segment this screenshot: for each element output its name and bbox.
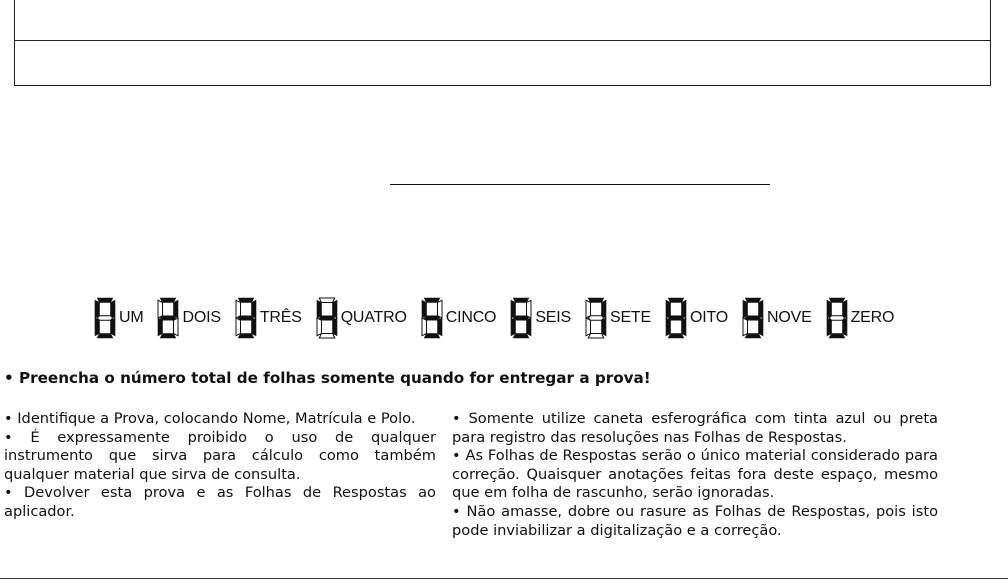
segment-f-on	[511, 300, 516, 318]
segment-d-on	[668, 334, 684, 339]
segment-f-off	[586, 300, 591, 318]
segment-g-on	[668, 316, 684, 321]
segment-e-off	[236, 318, 241, 336]
segment-f-on	[743, 300, 748, 318]
segment-c-on	[842, 318, 847, 336]
segment-a-on	[424, 298, 440, 303]
instruction-item: • Identifique a Prova, colocando Nome, Matrícula e Polo.	[4, 410, 416, 427]
segment-b-on	[842, 300, 847, 318]
segment-g-on	[238, 316, 254, 321]
digit-legend-item	[316, 297, 407, 339]
segment-a-on	[238, 298, 254, 303]
digit-legend-item	[157, 297, 220, 339]
segment-b-on	[681, 300, 686, 318]
digit-word: NOVE	[767, 309, 812, 326]
digit-word: SETE	[609, 309, 651, 326]
digit-legend-item	[421, 297, 497, 339]
segment-a-on	[97, 298, 113, 303]
segment-b-off	[527, 300, 532, 318]
segment-b-on	[174, 300, 179, 318]
segment-f-on	[422, 300, 427, 318]
segment-a-on	[514, 298, 530, 303]
instruction-item: • As Folhas de Respostas serão o único material considerado para correção. Quaisquer anotações feitas fora deste espaço, mesmo que em folha de rascunho, serão ignoradas.	[452, 447, 938, 502]
segment-a-on	[668, 298, 684, 303]
segment-f-off	[236, 300, 241, 318]
segment-e-off	[422, 318, 427, 336]
digit-legend-item	[585, 297, 651, 339]
segment-e-on	[95, 318, 100, 336]
seven-segment-digit-4-icon	[316, 297, 338, 339]
segment-d-on	[97, 334, 113, 339]
segment-a-off	[319, 298, 335, 303]
digit-legend-item	[742, 297, 812, 339]
digit-legend-item	[826, 297, 895, 339]
segment-g-on	[319, 316, 335, 321]
seven-segment-digit-0-icon	[826, 297, 848, 339]
segment-c-off	[174, 318, 179, 336]
segment-d-on	[161, 334, 177, 339]
segment-a-on	[588, 298, 604, 303]
segment-b-on	[332, 300, 337, 318]
segment-e-on	[666, 318, 671, 336]
segment-g-on	[161, 316, 177, 321]
instruction-item: • Não amasse, dobre ou rasure as Folhas de Respostas, pois isto pode inviabilizar a digitalização e a correção.	[452, 502, 938, 539]
segment-d-on	[424, 334, 440, 339]
segment-g-on	[745, 316, 761, 321]
segment-d-off	[588, 334, 604, 339]
segment-c-on	[527, 318, 532, 336]
seven-segment-digit-8-icon	[665, 297, 687, 339]
segment-e-on	[827, 318, 832, 336]
segment-b-on	[251, 300, 256, 318]
segment-d-on	[238, 334, 254, 339]
seven-segment-digit-7-icon	[585, 297, 607, 339]
instruction-item: • É expressamente proibido o uso de qualquer instrumento que sirva para cálculo como também qualquer material que sirva de consulta.	[4, 428, 436, 483]
bottom-rule	[0, 578, 1008, 579]
segment-d-on	[829, 334, 845, 339]
segment-f-on	[95, 300, 100, 318]
instructions-right-column	[452, 410, 938, 540]
segment-g-on	[514, 316, 530, 321]
digit-legend-item	[235, 297, 302, 339]
digit-word: UM	[119, 309, 144, 326]
segment-e-on	[158, 318, 163, 336]
segment-g-off	[97, 316, 113, 321]
digit-word: OITO	[689, 309, 729, 326]
segment-g-on	[424, 316, 440, 321]
segment-f-on	[827, 300, 832, 318]
seven-segment-digit-0-icon	[94, 297, 116, 339]
segment-c-on	[759, 318, 764, 336]
segment-e-on	[511, 318, 516, 336]
seven-segment-digit-2-icon	[157, 297, 179, 339]
digit-word: CINCO	[445, 309, 497, 326]
segment-a-on	[161, 298, 177, 303]
segment-c-on	[437, 318, 442, 336]
digit-word: SEIS	[535, 309, 571, 326]
notice-text: • Preencha o número total de folhas somente quando for entregar a prova!	[4, 369, 651, 387]
header-box	[14, 0, 991, 86]
seven-segment-digit-9-icon	[742, 297, 764, 339]
segment-g-off	[829, 316, 845, 321]
instructions-left-column	[4, 410, 436, 522]
segment-g-off	[588, 316, 604, 321]
segment-d-on	[745, 334, 761, 339]
segment-c-on	[601, 318, 606, 336]
digit-legend	[94, 294, 994, 342]
segment-b-on	[601, 300, 606, 318]
segment-c-on	[681, 318, 686, 336]
segment-a-on	[829, 298, 845, 303]
segment-f-off	[158, 300, 163, 318]
segment-f-on	[317, 300, 322, 318]
digit-word: ZERO	[850, 309, 895, 326]
instruction-item: • Somente utilize caneta esferográfica com tinta azul ou preta para registro das resoluções nas Folhas de Respostas.	[452, 410, 938, 446]
segment-e-off	[317, 318, 322, 336]
segment-b-off	[437, 300, 442, 318]
segment-e-off	[586, 318, 591, 336]
digit-word: QUATRO	[340, 309, 407, 326]
instruction-item: • Devolver esta prova e as Folhas de Respostas ao aplicador.	[4, 484, 436, 520]
digit-word: TRÊS	[259, 309, 302, 326]
signature-line	[390, 184, 770, 185]
segment-a-on	[745, 298, 761, 303]
header-row-1[interactable]	[15, 0, 990, 41]
seven-segment-digit-3-icon	[235, 297, 257, 339]
segment-b-on	[111, 300, 116, 318]
segment-c-on	[332, 318, 337, 336]
header-row-2[interactable]	[15, 41, 990, 85]
digit-legend-item	[665, 297, 728, 339]
seven-segment-digit-6-icon	[510, 297, 532, 339]
segment-d-off	[319, 334, 335, 339]
digit-legend-item	[510, 297, 571, 339]
segment-d-on	[514, 334, 530, 339]
segment-f-on	[666, 300, 671, 318]
segment-b-on	[759, 300, 764, 318]
seven-segment-digit-5-icon	[421, 297, 443, 339]
digit-word: DOIS	[182, 309, 221, 326]
segment-c-on	[111, 318, 116, 336]
digit-legend-item	[94, 297, 143, 339]
segment-c-on	[251, 318, 256, 336]
segment-e-off	[743, 318, 748, 336]
